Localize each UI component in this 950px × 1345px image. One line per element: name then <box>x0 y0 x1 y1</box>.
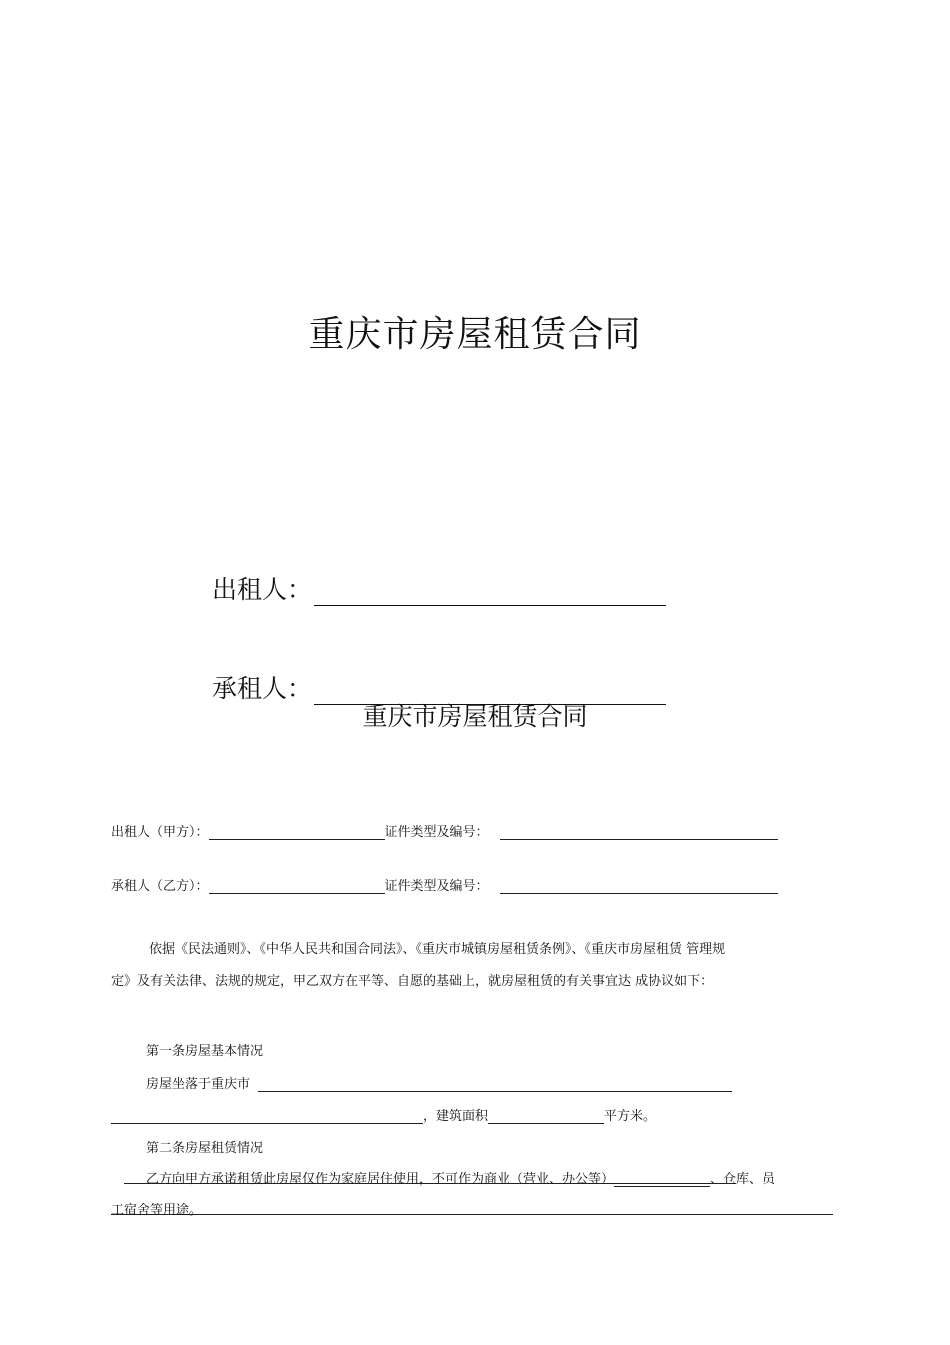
article-1-location-label: 房屋坐落于重庆市 <box>146 1077 251 1092</box>
article-1-location-field[interactable] <box>258 1077 732 1092</box>
cover-lessor-row <box>212 570 666 606</box>
party-b-name-field[interactable] <box>209 879 385 894</box>
preamble-line-1: 依据《民法通则》、《中华人民共和国合同法》、《重庆市城镇房屋租赁条例》、《重庆市房屋租赁 管理规 <box>149 942 726 957</box>
party-a-name-field[interactable] <box>209 825 385 840</box>
cover-lessor-label: 出租人： <box>212 575 313 604</box>
article-1-area-unit: 平方米。 <box>604 1109 657 1124</box>
article-2-line-1 <box>146 1168 775 1187</box>
party-b-id-field[interactable] <box>500 879 778 894</box>
article-1-address-field[interactable] <box>111 1109 423 1124</box>
party-a-label: 出租人（甲方）： <box>111 825 209 840</box>
article-2-text-a: 乙方向甲方承诺租赁此房屋仅作为家庭居住使用，不可作为商业（营业、办公等） <box>146 1172 615 1187</box>
article-1-area-field[interactable] <box>488 1109 604 1124</box>
cover-lessee-label: 承租人： <box>212 674 313 703</box>
cover-title: 重庆市房屋租赁合同 <box>308 314 642 355</box>
article-2-usage-field[interactable] <box>614 1172 710 1187</box>
party-b-id-label: 证件类型及编号： <box>384 879 489 894</box>
cover-lessor-field[interactable] <box>314 579 666 606</box>
party-a-id-field[interactable] <box>500 825 778 840</box>
article-2-underline <box>124 1183 736 1184</box>
article-1-title: 第一条房屋基本情况 <box>146 1044 264 1059</box>
article-2-text-c: 工宿舍等用途。 <box>111 1203 203 1218</box>
party-b-row <box>111 875 778 894</box>
article-2-title: 第二条房屋租赁情况 <box>146 1141 264 1156</box>
party-b-label: 承租人（乙方）： <box>111 879 209 894</box>
contract-title: 重庆市房屋租赁合同 <box>362 702 588 731</box>
article-1-area-row <box>111 1105 656 1124</box>
article-1-area-label: ，建筑面积 <box>423 1109 489 1124</box>
article-2-text-b: 、仓库、员 <box>710 1172 776 1187</box>
party-a-row <box>111 821 778 840</box>
article-1-location-row <box>146 1073 732 1092</box>
party-a-id-label: 证件类型及编号： <box>384 825 489 840</box>
article-2-line-2 <box>111 1199 833 1218</box>
preamble-line-2: 定》及有关法律、法规的规定，甲乙双方在平等、自愿的基础上，就房屋租赁的有关事宜达 成协议如下： <box>111 974 714 989</box>
